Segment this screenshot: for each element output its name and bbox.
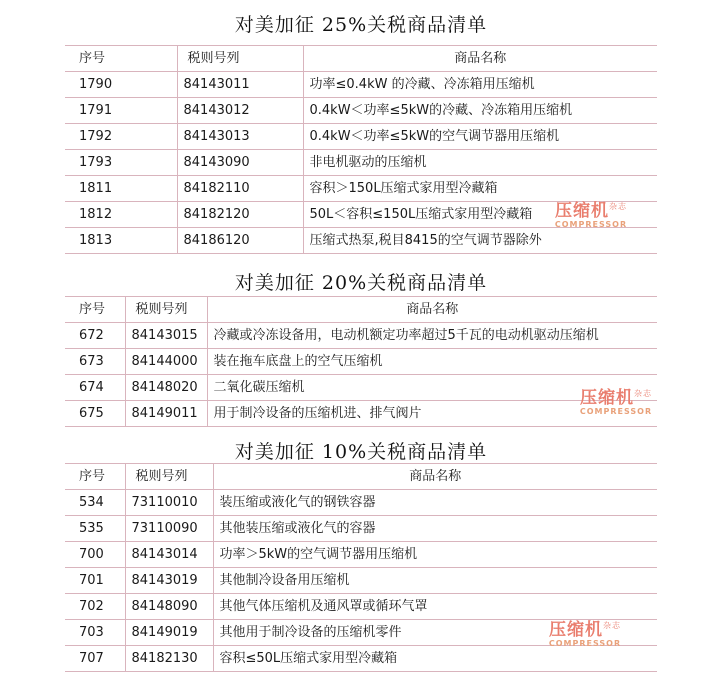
column-header: 序号 — [65, 464, 125, 490]
table-row — [65, 594, 657, 620]
table-title: 对美加征 20%关税商品清单 — [234, 272, 488, 294]
watermark-small: 杂志 — [609, 202, 627, 211]
watermark-en: COMPRESSOR — [579, 407, 653, 416]
compressor-watermark — [568, 390, 664, 416]
serial-number-cell: 700 — [65, 542, 125, 568]
serial-number-cell: 675 — [65, 401, 125, 427]
watermark-en: COMPRESSOR — [554, 220, 628, 229]
tariff-code-cell: 84149011 — [125, 401, 207, 427]
tariff-code-cell: 73110090 — [125, 516, 213, 542]
table-row — [65, 323, 657, 349]
tariff-code-cell: 84143011 — [177, 72, 303, 98]
column-header: 税则号列 — [125, 464, 213, 490]
column-header: 税则号列 — [125, 297, 207, 323]
product-name-cell: 用于制冷设备的压缩机进、排气阀片 — [207, 401, 657, 427]
product-name-cell: 功率＞5kW的空气调节器用压缩机 — [213, 542, 657, 568]
table-row — [65, 176, 657, 202]
watermark-small: 杂志 — [603, 621, 621, 630]
watermark-en: COMPRESSOR — [548, 639, 622, 648]
tariff-code-cell: 84182110 — [177, 176, 303, 202]
tariff-code-cell: 84143090 — [177, 150, 303, 176]
tariff-code-cell: 84182120 — [177, 202, 303, 228]
tariff-code-cell: 84144000 — [125, 349, 207, 375]
watermark-cn: 压缩机 — [549, 620, 603, 640]
compressor-watermark — [543, 203, 639, 229]
serial-number-cell: 674 — [65, 375, 125, 401]
column-header: 商品名称 — [207, 297, 657, 323]
watermark-cn: 压缩机 — [555, 201, 609, 221]
table-row — [65, 646, 657, 672]
table-row — [65, 349, 657, 375]
product-name-cell: 功率≤0.4kW 的冷藏、冷冻箱用压缩机 — [303, 72, 657, 98]
serial-number-cell: 673 — [65, 349, 125, 375]
tariff-code-cell: 84143014 — [125, 542, 213, 568]
serial-number-cell: 703 — [65, 620, 125, 646]
table-row — [65, 568, 657, 594]
table-header-row — [65, 297, 657, 323]
table-row — [65, 228, 657, 254]
table-title: 对美加征 10%关税商品清单 — [234, 441, 488, 463]
product-name-cell: 50L＜容积≤150L压缩式家用型冷藏箱 — [303, 202, 657, 228]
tariff-code-cell: 84148090 — [125, 594, 213, 620]
column-header: 税则号列 — [177, 46, 303, 72]
product-name-cell: 装在拖车底盘上的空气压缩机 — [207, 349, 657, 375]
tariff-code-cell: 84182130 — [125, 646, 213, 672]
serial-number-cell: 1811 — [65, 176, 177, 202]
tariff-code-cell: 84143019 — [125, 568, 213, 594]
serial-number-cell: 1812 — [65, 202, 177, 228]
tariff-code-cell: 84143012 — [177, 98, 303, 124]
column-header: 商品名称 — [303, 46, 657, 72]
tariff-code-cell: 84148020 — [125, 375, 207, 401]
product-name-cell: 冷藏或冷冻设备用，电动机额定功率超过5千瓦的电动机驱动压缩机 — [207, 323, 657, 349]
serial-number-cell: 535 — [65, 516, 125, 542]
table-row — [65, 150, 657, 176]
tariff-code-cell: 73110010 — [125, 490, 213, 516]
serial-number-cell: 1791 — [65, 98, 177, 124]
table-row — [65, 124, 657, 150]
table-row — [65, 542, 657, 568]
serial-number-cell: 1790 — [65, 72, 177, 98]
product-name-cell: 非电机驱动的压缩机 — [303, 150, 657, 176]
serial-number-cell: 1813 — [65, 228, 177, 254]
compressor-watermark — [537, 622, 633, 648]
tariff-code-cell: 84149019 — [125, 620, 213, 646]
column-header: 商品名称 — [213, 464, 657, 490]
serial-number-cell: 1793 — [65, 150, 177, 176]
tariff-code-cell: 84143015 — [125, 323, 207, 349]
product-name-cell: 其他用于制冷设备的压缩机零件 — [213, 620, 657, 646]
column-header: 序号 — [65, 46, 177, 72]
watermark-small: 杂志 — [634, 389, 652, 398]
product-name-cell: 其他装压缩或液化气的容器 — [213, 516, 657, 542]
product-name-cell: 容积＞150L压缩式家用型冷藏箱 — [303, 176, 657, 202]
table-header-row — [65, 46, 657, 72]
product-name-cell: 其他气体压缩机及通风罩或循环气罩 — [213, 594, 657, 620]
serial-number-cell: 534 — [65, 490, 125, 516]
product-name-cell: 0.4kW＜功率≤5kW的冷藏、冷冻箱用压缩机 — [303, 98, 657, 124]
product-name-cell: 容积≤50L压缩式家用型冷藏箱 — [213, 646, 657, 672]
table-row — [65, 516, 657, 542]
product-name-cell: 压缩式热泵,税目8415的空气调节器除外 — [303, 228, 657, 254]
serial-number-cell: 702 — [65, 594, 125, 620]
serial-number-cell: 1792 — [65, 124, 177, 150]
tariff-code-cell: 84143013 — [177, 124, 303, 150]
table-header-row — [65, 464, 657, 490]
product-name-cell: 装压缩或液化气的钢铁容器 — [213, 490, 657, 516]
table-row — [65, 72, 657, 98]
table-title: 对美加征 25%关税商品清单 — [234, 14, 488, 36]
serial-number-cell: 701 — [65, 568, 125, 594]
table-row — [65, 490, 657, 516]
watermark-cn: 压缩机 — [580, 388, 634, 408]
serial-number-cell: 672 — [65, 323, 125, 349]
serial-number-cell: 707 — [65, 646, 125, 672]
table-row — [65, 98, 657, 124]
tariff-code-cell: 84186120 — [177, 228, 303, 254]
product-name-cell: 二氧化碳压缩机 — [207, 375, 657, 401]
product-name-cell: 0.4kW＜功率≤5kW的空气调节器用压缩机 — [303, 124, 657, 150]
column-header: 序号 — [65, 297, 125, 323]
product-name-cell: 其他制冷设备用压缩机 — [213, 568, 657, 594]
